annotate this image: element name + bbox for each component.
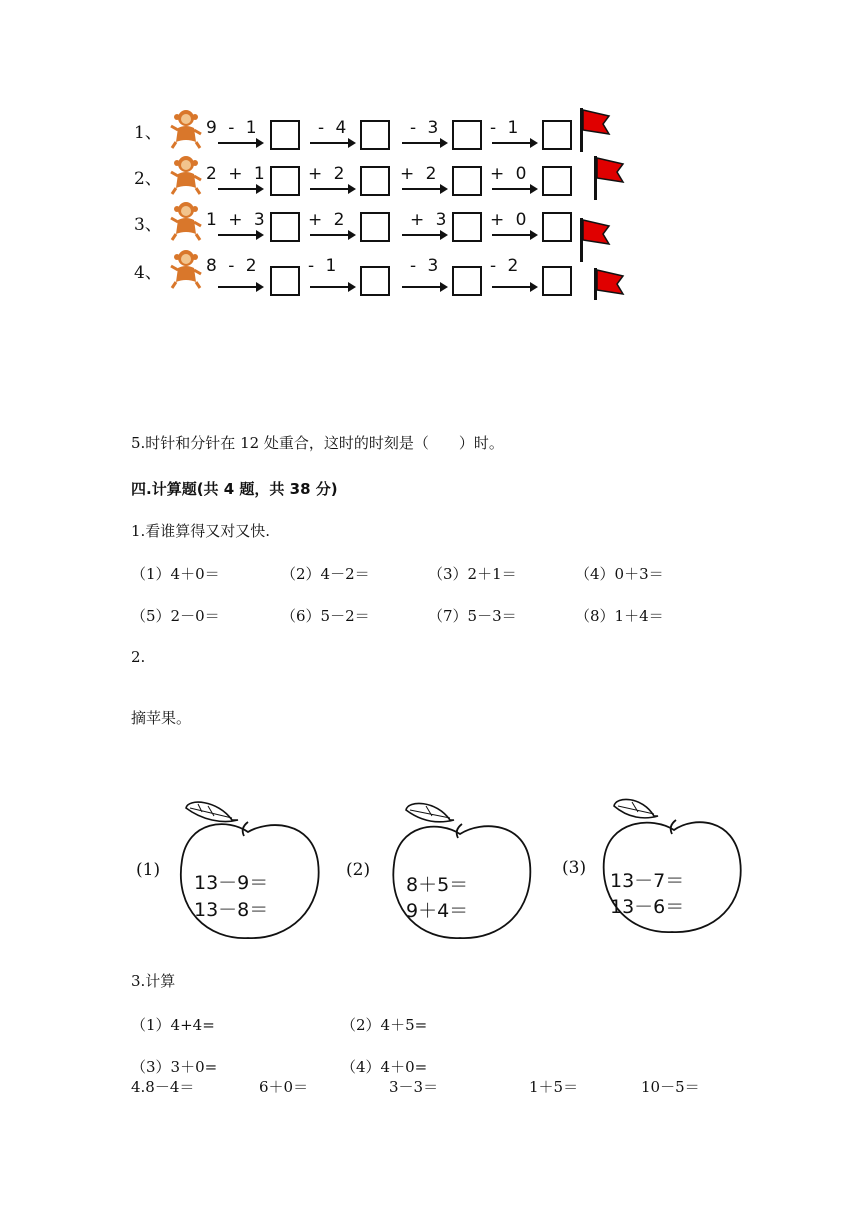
- chain-op: + 0: [490, 210, 530, 230]
- answer-box[interactable]: [452, 212, 482, 242]
- chain-op: + 3: [410, 210, 450, 230]
- q2-title: 摘苹果。: [131, 709, 192, 727]
- monkey-icon: [170, 248, 202, 294]
- chain-row: [120, 152, 640, 196]
- q2-number: 2.: [131, 648, 146, 666]
- arrow-icon: [402, 234, 442, 236]
- answer-box[interactable]: [542, 266, 572, 296]
- q4-item: 6＋0＝: [259, 1078, 309, 1096]
- row-number: 3、: [134, 215, 162, 235]
- answer-box[interactable]: [452, 266, 482, 296]
- arrow-icon: [492, 286, 532, 288]
- q3-item: （1）4+4=: [131, 1016, 215, 1034]
- chain-start-op: 1 + 3: [206, 210, 268, 230]
- q3-title: 3.计算: [131, 972, 176, 990]
- q1-item: （7）5－3＝: [428, 607, 517, 625]
- q4-item: 1＋5＝: [529, 1078, 579, 1096]
- q4-item: 4.8－4＝: [131, 1078, 195, 1096]
- chain-op: - 1: [490, 118, 522, 138]
- answer-box[interactable]: [360, 212, 390, 242]
- monkey-icon: [170, 200, 202, 246]
- chain-op: + 2: [308, 164, 348, 184]
- row-number: 2、: [134, 169, 162, 189]
- chain-op: + 0: [490, 164, 530, 184]
- arrow-icon: [310, 234, 350, 236]
- flag-icon: [592, 154, 626, 204]
- monkey-icon: [170, 108, 202, 154]
- arrow-icon: [218, 286, 258, 288]
- arrow-icon: [218, 188, 258, 190]
- chain-row: [120, 106, 640, 150]
- arrow-icon: [402, 142, 442, 144]
- question-5: 5.时针和分针在 12 处重合，这时的时刻是（ ）时。: [131, 434, 504, 452]
- answer-box[interactable]: [270, 120, 300, 150]
- q1-title: 1.看谁算得又对又快.: [131, 522, 271, 540]
- apple-equation: 13－9＝: [194, 872, 269, 894]
- q1-item: （5）2－0＝: [131, 607, 220, 625]
- chain-op: + 2: [400, 164, 440, 184]
- q3-item: （2）4＋5=: [341, 1016, 428, 1034]
- q1-item: （8）1＋4＝: [575, 607, 664, 625]
- chain-op: - 3: [410, 256, 442, 276]
- apple-equation: 13－7＝: [610, 870, 685, 892]
- apple-card: [558, 780, 758, 940]
- arrow-icon: [492, 142, 532, 144]
- apple-card: [134, 790, 334, 950]
- apple-label: (3): [562, 858, 587, 878]
- chain-op: - 2: [490, 256, 522, 276]
- chain-diagram: [120, 100, 640, 300]
- section-heading: 四.计算题(共 4 题，共 38 分): [131, 480, 338, 498]
- q4-item: 3－3＝: [389, 1078, 439, 1096]
- answer-box[interactable]: [452, 166, 482, 196]
- chain-start-op: 9 - 1: [206, 118, 260, 138]
- chain-start-op: 8 - 2: [206, 256, 260, 276]
- arrow-icon: [310, 188, 350, 190]
- chain-op: - 4: [318, 118, 350, 138]
- apple-label: (2): [346, 860, 371, 880]
- q3-item: （4）4＋0=: [341, 1058, 428, 1076]
- arrow-icon: [492, 234, 532, 236]
- arrow-icon: [492, 188, 532, 190]
- q1-item: （3）2＋1＝: [428, 565, 517, 583]
- flag-icon: [578, 106, 612, 156]
- chain-start-op: 2 + 1: [206, 164, 268, 184]
- q3-item: （3）3＋0=: [131, 1058, 218, 1076]
- answer-box[interactable]: [360, 120, 390, 150]
- arrow-icon: [402, 188, 442, 190]
- q1-item: （1）4＋0＝: [131, 565, 220, 583]
- answer-box[interactable]: [542, 166, 572, 196]
- apple-card: [346, 790, 546, 950]
- answer-box[interactable]: [542, 120, 572, 150]
- arrow-icon: [218, 234, 258, 236]
- arrow-icon: [310, 286, 350, 288]
- apple-label: (1): [136, 860, 161, 880]
- chain-op: - 1: [308, 256, 340, 276]
- answer-box[interactable]: [270, 166, 300, 196]
- monkey-icon: [170, 154, 202, 200]
- answer-box[interactable]: [270, 212, 300, 242]
- chain-op: + 2: [308, 210, 348, 230]
- q1-item: （4）0＋3＝: [575, 565, 664, 583]
- answer-box[interactable]: [542, 212, 572, 242]
- chain-op: - 3: [410, 118, 442, 138]
- row-number: 4、: [134, 263, 162, 283]
- arrow-icon: [310, 142, 350, 144]
- row-number: 1、: [134, 123, 162, 143]
- answer-box[interactable]: [360, 266, 390, 296]
- apple-equation: 13－6＝: [610, 896, 685, 918]
- q4-item: 10－5＝: [641, 1078, 700, 1096]
- apple-equation: 9＋4＝: [406, 900, 469, 922]
- q1-item: （2）4－2＝: [281, 565, 370, 583]
- answer-box[interactable]: [360, 166, 390, 196]
- chain-row: [120, 198, 640, 242]
- arrow-icon: [218, 142, 258, 144]
- apple-equation: 8＋5＝: [406, 874, 469, 896]
- q1-item: （6）5－2＝: [281, 607, 370, 625]
- chain-row: [120, 246, 640, 290]
- answer-box[interactable]: [270, 266, 300, 296]
- apple-equation: 13－8＝: [194, 899, 269, 921]
- flag-icon: [592, 266, 626, 300]
- answer-box[interactable]: [452, 120, 482, 150]
- arrow-icon: [402, 286, 442, 288]
